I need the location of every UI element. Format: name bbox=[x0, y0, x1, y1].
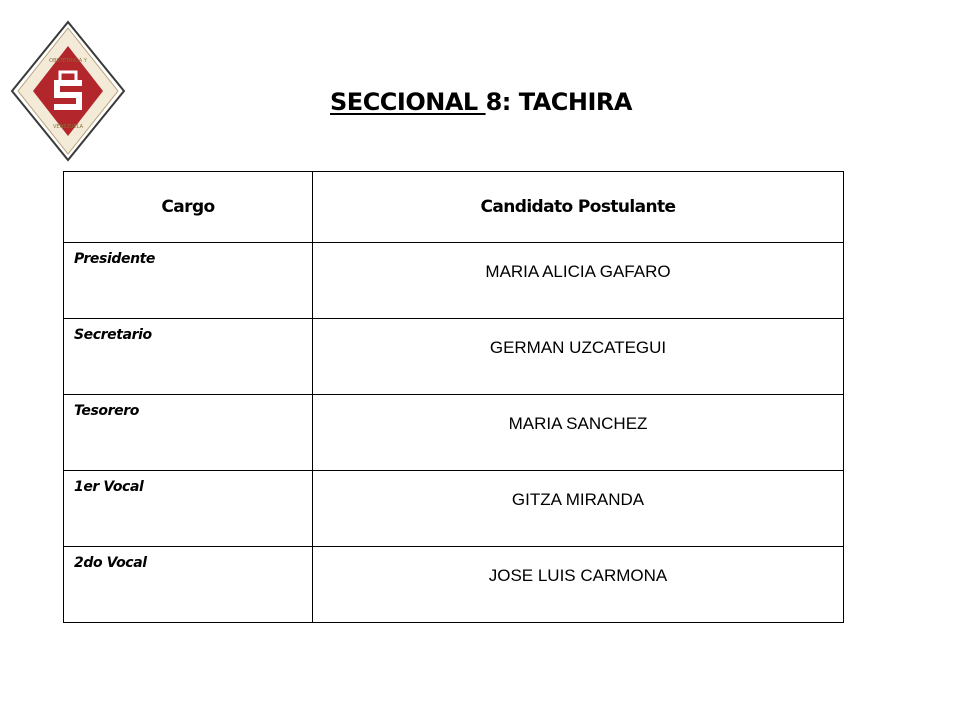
cargo-cell: 2do Vocal bbox=[64, 547, 313, 623]
page-title: SECCIONAL 8: TACHIRA bbox=[330, 88, 632, 116]
candidate-cell: MARIA ALICIA GAFARO bbox=[313, 243, 844, 319]
table-row bbox=[64, 319, 844, 395]
candidate-cell: MARIA SANCHEZ bbox=[313, 395, 844, 471]
table-row bbox=[64, 243, 844, 319]
cargo-cell: Tesorero bbox=[64, 395, 313, 471]
cargo-cell: Secretario bbox=[64, 319, 313, 395]
candidate-cell: GITZA MIRANDA bbox=[313, 471, 844, 547]
header-cargo: Cargo bbox=[64, 172, 313, 243]
candidate-cell: JOSE LUIS CARMONA bbox=[313, 547, 844, 623]
header-candidato: Candidato Postulante bbox=[313, 172, 844, 243]
table-row bbox=[64, 547, 844, 623]
table-header-row bbox=[64, 172, 844, 243]
cargo-cell: Presidente bbox=[64, 243, 313, 319]
svg-text:OBSTETRICIA Y: OBSTETRICIA Y bbox=[49, 58, 87, 64]
table-row bbox=[64, 471, 844, 547]
cargo-cell: 1er Vocal bbox=[64, 471, 313, 547]
candidate-cell: GERMAN UZCATEGUI bbox=[313, 319, 844, 395]
candidates-table bbox=[63, 171, 844, 623]
svg-text:VENEZUELA: VENEZUELA bbox=[52, 124, 84, 130]
table-row bbox=[64, 395, 844, 471]
